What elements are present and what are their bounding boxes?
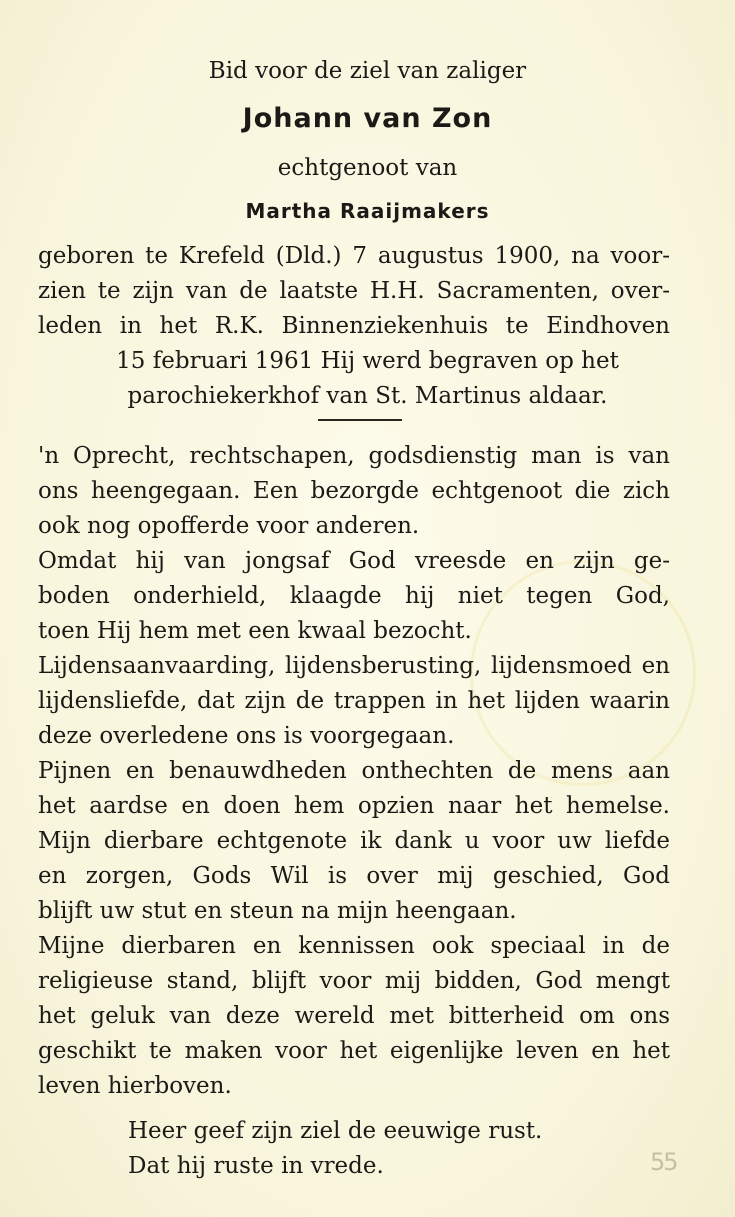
body-line: en zorgen, Gods Wil is over mij geschied, God <box>38 863 670 889</box>
body-line: ons heengegaan. Een bezorgde echtgenoot die zich <box>38 478 670 504</box>
bio-line: parochiekerkhof van St. Martinus aldaar. <box>127 383 608 409</box>
bio-line: 15 februari 1961 Hij werd begraven op het <box>116 348 619 374</box>
body-line: het geluk van deze wereld met bitterheid om ons <box>38 1003 670 1029</box>
body-line: deze overledene ons is voorgegaan. <box>38 723 455 749</box>
body-line: Lijdensaanvaarding, lijdensberusting, lijdensmoed en <box>38 653 670 679</box>
bio-line: zien te zijn van de laatste H.H. Sacramenten, over- <box>38 278 670 304</box>
bio-line: leden in het R.K. Binnenziekenhuis te Eindhoven <box>38 313 670 339</box>
divider-rule <box>318 419 402 421</box>
body-line: Mijn dierbare echtgenote ik dank u voor uw liefde <box>38 828 670 854</box>
spouse-name: Martha Raaijmakers <box>245 199 490 223</box>
body-line: Pijnen en benauwdheden onthechten de mens aan <box>38 758 670 784</box>
body-line: toen Hij hem met een kwaal bezocht. <box>38 618 472 644</box>
body-line: boden onderhield, klaagde hij niet tegen God, <box>38 583 670 609</box>
closing-prayer: Heer geef zijn ziel de eeuwige rust. <box>128 1118 543 1144</box>
relation-text: echtgenoot van <box>277 155 458 181</box>
body-line: geschikt te maken voor het eigenlijke leven en het <box>38 1038 670 1064</box>
body-line: blijft uw stut en steun na mijn heengaan. <box>38 898 517 924</box>
body-line: ook nog opofferde voor anderen. <box>38 513 420 539</box>
deceased-name: Johann van Zon <box>242 103 493 134</box>
closing-prayer: Dat hij ruste in vrede. <box>128 1153 384 1179</box>
body-line: leven hierboven. <box>38 1073 232 1099</box>
body-line: religieuse stand, blijft voor mij bidden, God mengt <box>38 968 670 994</box>
body-line: Omdat hij van jongsaf God vreesde en zijn ge- <box>38 548 670 574</box>
prayer-intro: Bid voor de ziel van zaliger <box>208 58 527 84</box>
body-line: Mijne dierbaren en kennissen ook speciaal in de <box>38 933 670 959</box>
pencil-annotation: 55 <box>650 1148 677 1176</box>
body-line: lijdensliefde, dat zijn de trappen in het lijden waarin <box>38 688 670 714</box>
body-line: het aardse en doen hem opzien naar het hemelse. <box>38 793 670 819</box>
body-line: 'n Oprecht, rechtschapen, godsdienstig man is van <box>38 443 670 469</box>
bio-line: geboren te Krefeld (Dld.) 7 augustus 1900, na voor- <box>38 243 670 269</box>
